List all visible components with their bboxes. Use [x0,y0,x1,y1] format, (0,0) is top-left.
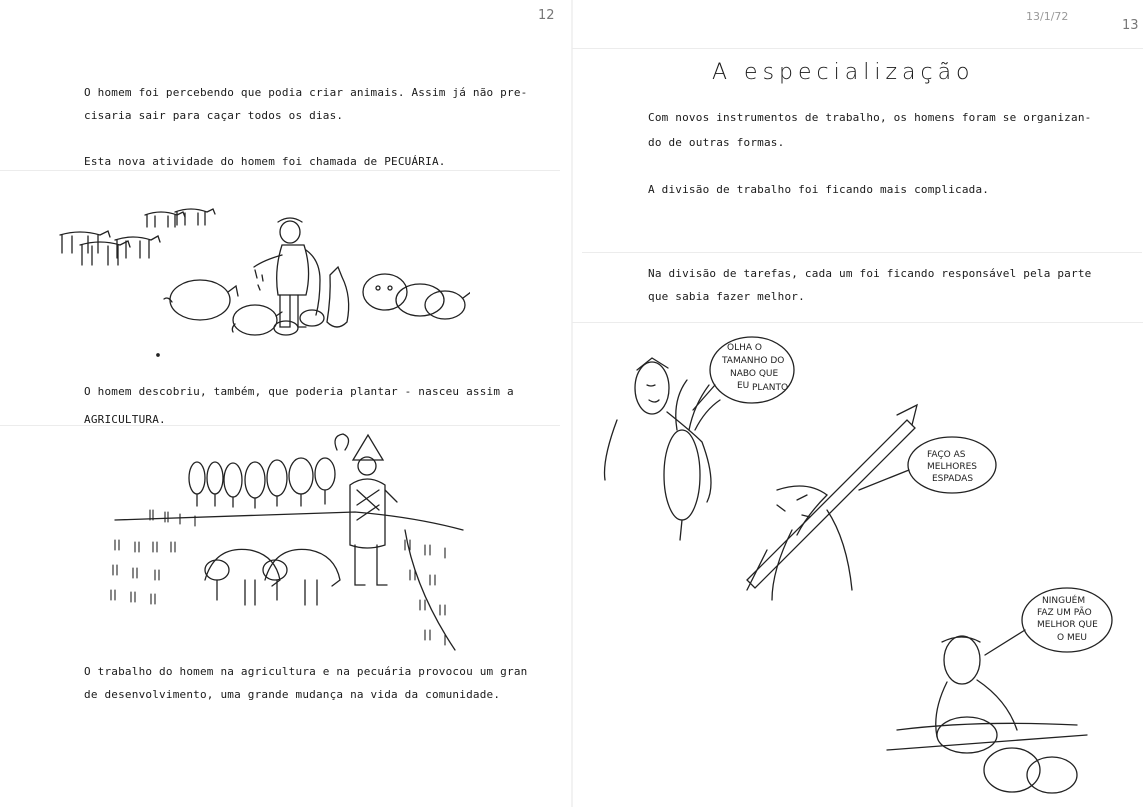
paragraph-line: de desenvolvimento, uma grande mudança na vida da comunidade. [84,688,501,701]
paragraph-line: O homem descobriu, também, que poderia plantar - nasceu assim a [84,385,514,398]
fold-line [572,322,1143,323]
speech-text: OLHA O [727,343,762,353]
swordsmith-figure [747,405,917,600]
speech-text: NABO QUE [730,369,779,379]
speech-text: PLANTO [752,383,789,393]
specialists-illustration [597,330,1127,800]
page-title: A especialização [712,60,975,85]
speech-text: FAZ UM PÃO [1037,608,1092,618]
livestock-illustration [50,200,470,360]
speech-text: NINGUÉM [1042,596,1086,606]
date-note: 13/1/72 [1026,10,1069,23]
fold-line [582,252,1142,253]
speech-text: MELHORES [927,462,977,472]
speech-text: EU [737,381,750,391]
paragraph-line: Com novos instrumentos de trabalho, os homens foram se organizan- [648,111,1092,124]
paragraph-line: que sabia fazer melhor. [648,290,805,303]
paragraph-line: cisaria sair para caçar todos os dias. [84,109,344,122]
paragraph-line: A divisão de trabalho foi ficando mais complicada. [648,183,990,196]
paragraph-line: Na divisão de tarefas, cada um foi ficando responsável pela parte [648,267,1092,280]
paragraph-line: O trabalho do homem na agricultura e na pecuária provocou um gran [84,665,528,678]
paragraph-line: AGRICULTURA. [84,413,166,426]
paragraph-line: O homem foi percebendo que podia criar animais. Assim já não pre- [84,86,528,99]
paragraph-line: do de outras formas. [648,136,785,149]
paragraph-line: Esta nova atividade do homem foi chamada de PECUÁRIA. [84,155,446,168]
page-number: 12 [538,8,555,23]
speech-text: MELHOR QUE [1037,620,1098,630]
baker-figure [887,636,1087,793]
page-number: 13 [1122,18,1139,33]
right-page [572,0,1143,807]
speech-text: FAÇO AS [927,450,966,460]
speech-text: ESPADAS [932,474,974,484]
fold-line [572,48,1143,49]
speech-text: TAMANHO DO [722,356,785,366]
agriculture-illustration [105,430,465,655]
turnip-farmer-figure [605,358,721,540]
speech-text: O MEU [1057,633,1087,643]
